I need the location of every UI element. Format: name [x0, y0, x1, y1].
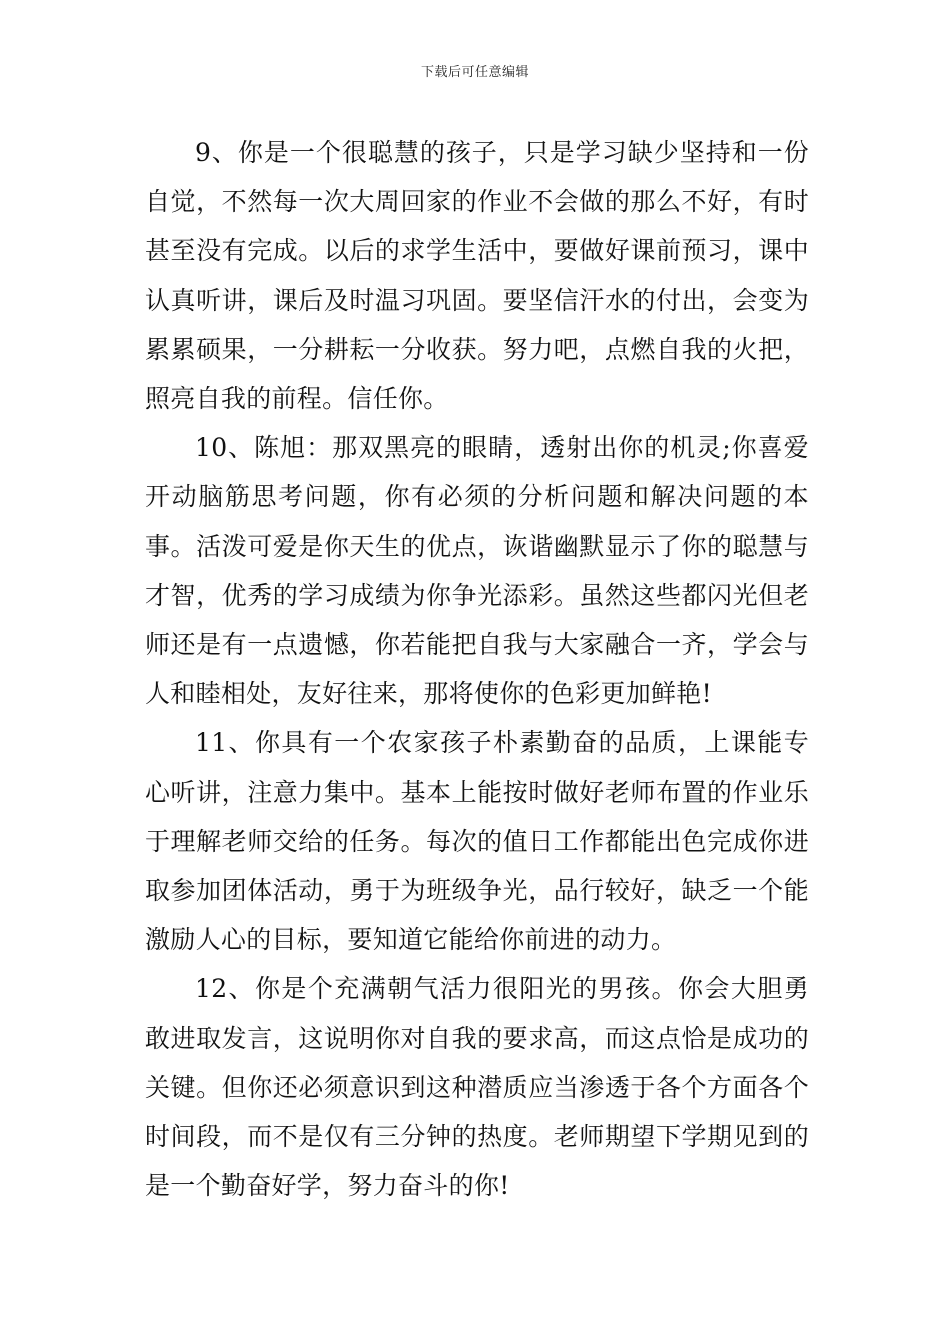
page-header: 下载后可任意编辑: [420, 65, 529, 80]
document-body: [145, 128, 809, 1210]
paragraph-10: 10、陈旭：那双黑亮的眼睛，透射出你的机灵;你喜爱开动脑筋思考问题，你有必须的分析问题和解决问题的本事。活泼可爱是你天生的优点，诙谐幽默显示了你的聪慧与才智，优秀的学习成绩为你争光添彩。虽然这些都闪光但老师还是有一点遗憾，你若能把自我与大家融合一齐，学会与人和睦相处，友好往来，那将使你的色彩更加鲜艳!: [145, 433, 809, 709]
paragraph-12: 12、你是个充满朝气活力很阳光的男孩。你会大胆勇敢进取发言，这说明你对自我的要求高，而这点恰是成功的关键。但你还必须意识到这种潜质应当渗透于各个方面各个时间段，而不是仅有三分钟的热度。老师期望下学期见到的是一个勤奋好学，努力奋斗的你!: [145, 974, 809, 1201]
paragraph-9: 9、你是一个很聪慧的孩子，只是学习缺少坚持和一份自觉，不然每一次大周回家的作业不会做的那么不好，有时甚至没有完成。以后的求学生活中，要做好课前预习，课中认真听讲，课后及时温习巩固。要坚信汗水的付出，会变为累累硕果，一分耕耘一分收获。努力吧，点燃自我的火把，照亮自我的前程。信任你。: [145, 138, 809, 414]
paragraph-11: 11、你具有一个农家孩子朴素勤奋的品质，上课能专心听讲，注意力集中。基本上能按时做好老师布置的作业乐于理解老师交给的任务。每次的值日工作都能出色完成你进取参加团体活动，勇于为班级争光，品行较好，缺乏一个能激励人心的目标，要知道它能给你前进的动力。: [145, 728, 809, 955]
